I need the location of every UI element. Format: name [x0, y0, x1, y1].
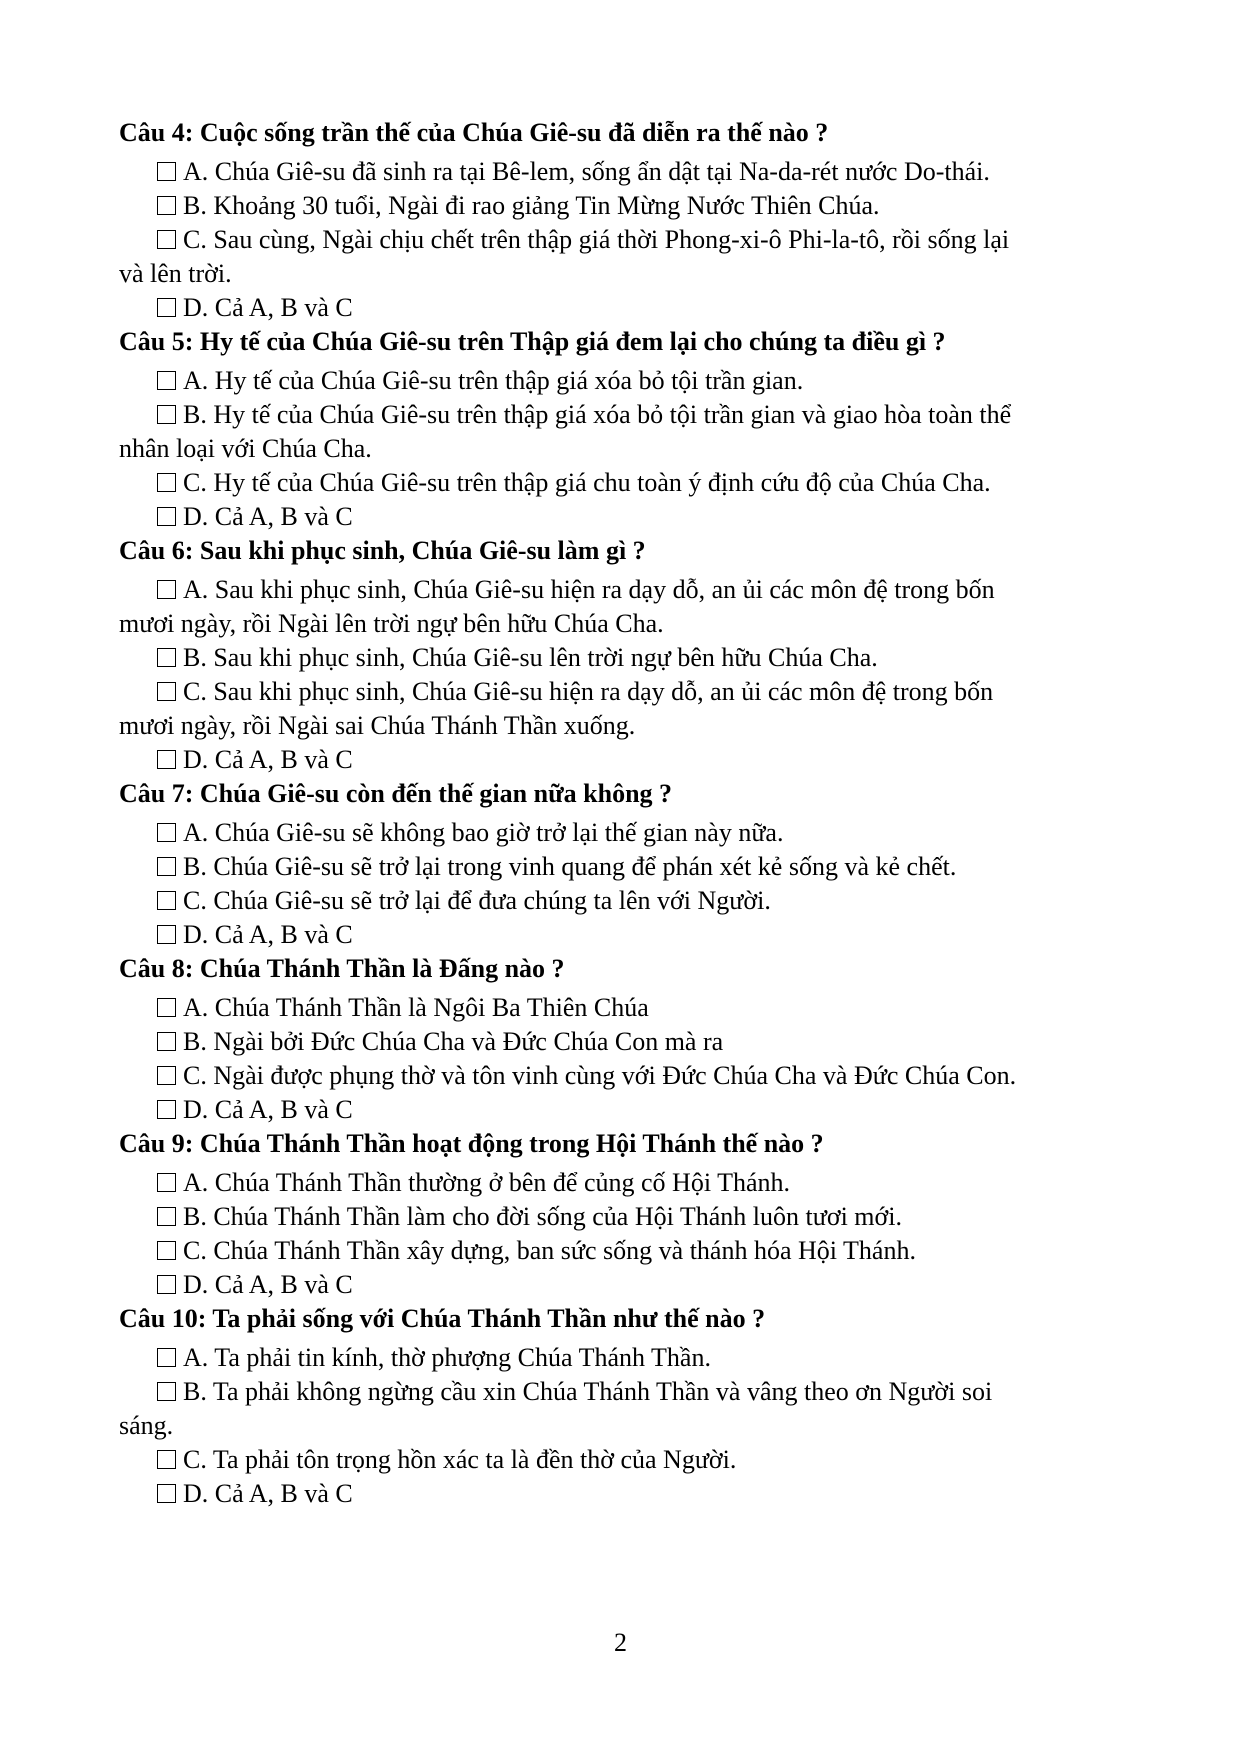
- checkbox-icon[interactable]: [157, 1207, 176, 1226]
- answer-option-line: [157, 918, 1129, 952]
- checkbox-icon[interactable]: [157, 1066, 176, 1085]
- question-block: [119, 534, 1129, 777]
- checkbox-icon[interactable]: [157, 580, 176, 599]
- answer-options: [119, 573, 1129, 777]
- answer-option-line: [157, 1093, 1129, 1127]
- answer-option[interactable]: [119, 291, 1129, 325]
- answer-option-line: [157, 850, 1129, 884]
- answer-text: C. Sau cùng, Ngài chịu chết trên thập giá thời Phong-xi-ô Phi-la-tô, rồi sống lại: [183, 225, 1010, 254]
- answer-text: D. Cả A, B và C: [183, 1095, 353, 1124]
- question-title: Câu 7: Chúa Giê-su còn đến thế gian nữa không ?: [119, 779, 673, 808]
- answer-option-line: [157, 189, 1129, 223]
- answer-text: C. Chúa Thánh Thần xây dựng, ban sức sống và thánh hóa Hội Thánh.: [183, 1236, 916, 1265]
- answer-option-line: [157, 398, 1129, 432]
- answer-text-continuation: nhân loại với Chúa Cha.: [119, 434, 372, 463]
- answer-option[interactable]: [119, 1166, 1129, 1200]
- checkbox-icon[interactable]: [157, 1241, 176, 1260]
- answer-option[interactable]: [119, 743, 1129, 777]
- answer-option-line: [157, 1443, 1129, 1477]
- answer-option-line: [157, 1059, 1129, 1093]
- answer-option-line: [157, 573, 1129, 607]
- answer-option[interactable]: [119, 364, 1129, 398]
- checkbox-icon[interactable]: [157, 1173, 176, 1192]
- question-block: [119, 952, 1129, 1127]
- answer-options: [119, 816, 1129, 952]
- answer-text: B. Hy tế của Chúa Giê-su trên thập giá xóa bỏ tội trần gian và giao hòa toàn thể: [183, 400, 1012, 429]
- answer-text: A. Chúa Giê-su sẽ không bao giờ trở lại thế gian này nữa.: [183, 818, 784, 847]
- answer-text: A. Chúa Thánh Thần là Ngôi Ba Thiên Chúa: [183, 993, 649, 1022]
- answer-option[interactable]: [119, 850, 1129, 884]
- checkbox-icon[interactable]: [157, 230, 176, 249]
- question-block: [119, 325, 1129, 534]
- question-title: Câu 10: Ta phải sống với Chúa Thánh Thần như thế nào ?: [119, 1304, 766, 1333]
- answer-option-line: [157, 675, 1129, 709]
- answer-option-line: [157, 155, 1129, 189]
- answer-option-line: [157, 743, 1129, 777]
- question-block: [119, 777, 1129, 952]
- question-title: Câu 6: Sau khi phục sinh, Chúa Giê-su làm gì ?: [119, 536, 646, 565]
- answer-text-continuation: mươi ngày, rồi Ngài lên trời ngự bên hữu Chúa Cha.: [119, 609, 664, 638]
- question-title: Câu 4: Cuộc sống trần thế của Chúa Giê-su đã diễn ra thế nào ?: [119, 118, 829, 147]
- answer-options: [119, 364, 1129, 534]
- checkbox-icon[interactable]: [157, 507, 176, 526]
- answer-option-line: [157, 1375, 1129, 1409]
- answer-option-line: [157, 1477, 1129, 1511]
- checkbox-icon[interactable]: [157, 405, 176, 424]
- answer-text: C. Chúa Giê-su sẽ trở lại để đưa chúng ta lên với Người.: [183, 886, 771, 915]
- answer-text: D. Cả A, B và C: [183, 502, 353, 531]
- answer-option[interactable]: [119, 1443, 1129, 1477]
- answer-option[interactable]: [119, 500, 1129, 534]
- answer-option[interactable]: [119, 573, 1129, 641]
- answer-options: [119, 1341, 1129, 1511]
- answer-text: A. Sau khi phục sinh, Chúa Giê-su hiện ra dạy dỗ, an ủi các môn đệ trong bốn: [183, 575, 995, 604]
- checkbox-icon[interactable]: [157, 298, 176, 317]
- answer-option[interactable]: [119, 1268, 1129, 1302]
- answer-text: C. Ngài được phụng thờ và tôn vinh cùng với Đức Chúa Cha và Đức Chúa Con.: [183, 1061, 1017, 1090]
- answer-text: D. Cả A, B và C: [183, 1479, 353, 1508]
- answer-text: A. Chúa Giê-su đã sinh ra tại Bê-lem, sống ẩn dật tại Na-da-rét nước Do-thái.: [183, 157, 990, 186]
- answer-option[interactable]: [119, 675, 1129, 743]
- answer-option[interactable]: [119, 1200, 1129, 1234]
- answer-option-line: [157, 1234, 1129, 1268]
- answer-text: C. Sau khi phục sinh, Chúa Giê-su hiện ra dạy dỗ, an ủi các môn đệ trong bốn: [183, 677, 994, 706]
- answer-option[interactable]: [119, 1375, 1129, 1443]
- checkbox-icon[interactable]: [157, 1450, 176, 1469]
- answer-option[interactable]: [119, 398, 1129, 466]
- question-title: Câu 9: Chúa Thánh Thần hoạt động trong Hội Thánh thế nào ?: [119, 1129, 824, 1158]
- answer-text: D. Cả A, B và C: [183, 293, 353, 322]
- answer-text: D. Cả A, B và C: [183, 1270, 353, 1299]
- checkbox-icon[interactable]: [157, 998, 176, 1017]
- answer-option-line: [157, 1200, 1129, 1234]
- answer-option-line: [157, 641, 1129, 675]
- answer-option-line: [157, 500, 1129, 534]
- checkbox-icon[interactable]: [157, 682, 176, 701]
- checkbox-icon[interactable]: [157, 823, 176, 842]
- answer-option[interactable]: [119, 918, 1129, 952]
- answer-option[interactable]: [119, 466, 1129, 500]
- answer-option-line: [157, 1268, 1129, 1302]
- answer-option[interactable]: [119, 816, 1129, 850]
- answer-option[interactable]: [119, 1059, 1129, 1093]
- checkbox-icon[interactable]: [157, 371, 176, 390]
- answer-option[interactable]: [119, 1093, 1129, 1127]
- answer-text: D. Cả A, B và C: [183, 745, 353, 774]
- checkbox-icon[interactable]: [157, 1275, 176, 1294]
- checkbox-icon[interactable]: [157, 925, 176, 944]
- answer-option-line: [157, 991, 1129, 1025]
- answer-text: A. Hy tế của Chúa Giê-su trên thập giá xóa bỏ tội trần gian.: [183, 366, 804, 395]
- answer-text: A. Ta phải tin kính, thờ phượng Chúa Thánh Thần.: [183, 1343, 711, 1372]
- answer-option-line: [157, 1025, 1129, 1059]
- answer-option-line: [157, 364, 1129, 398]
- checkbox-icon[interactable]: [157, 1484, 176, 1503]
- checkbox-icon[interactable]: [157, 1032, 176, 1051]
- question-block: [119, 116, 1129, 325]
- answer-text: A. Chúa Thánh Thần thường ở bên để củng cố Hội Thánh.: [183, 1168, 790, 1197]
- answer-option[interactable]: [119, 189, 1129, 223]
- answer-option-line: [157, 884, 1129, 918]
- answer-text: B. Khoảng 30 tuổi, Ngài đi rao giảng Tin Mừng Nước Thiên Chúa.: [183, 191, 880, 220]
- answer-option[interactable]: [119, 223, 1129, 291]
- answer-option[interactable]: [119, 1025, 1129, 1059]
- checkbox-icon[interactable]: [157, 473, 176, 492]
- answer-option[interactable]: [119, 991, 1129, 1025]
- answer-text: B. Chúa Thánh Thần làm cho đời sống của Hội Thánh luôn tươi mới.: [183, 1202, 902, 1231]
- checkbox-icon[interactable]: [157, 1382, 176, 1401]
- checkbox-icon[interactable]: [157, 891, 176, 910]
- answer-text: C. Hy tế của Chúa Giê-su trên thập giá chu toàn ý định cứu độ của Chúa Cha.: [183, 468, 991, 497]
- answer-option[interactable]: [119, 1234, 1129, 1268]
- answer-options: [119, 155, 1129, 325]
- answer-text: C. Ta phải tôn trọng hồn xác ta là đền thờ của Người.: [183, 1445, 737, 1474]
- answer-text: B. Chúa Giê-su sẽ trở lại trong vinh quang để phán xét kẻ sống và kẻ chết.: [183, 852, 957, 881]
- answer-options: [119, 1166, 1129, 1302]
- answer-option[interactable]: [119, 1477, 1129, 1511]
- checkbox-icon[interactable]: [157, 1100, 176, 1119]
- answer-option[interactable]: [119, 155, 1129, 189]
- answer-text-continuation: mươi ngày, rồi Ngài sai Chúa Thánh Thần xuống.: [119, 711, 636, 740]
- answer-options: [119, 991, 1129, 1127]
- answer-text-continuation: sáng.: [119, 1411, 174, 1440]
- checkbox-icon[interactable]: [157, 162, 176, 181]
- answer-option-line: [157, 223, 1129, 257]
- checkbox-icon[interactable]: [157, 1348, 176, 1367]
- checkbox-icon[interactable]: [157, 750, 176, 769]
- checkbox-icon[interactable]: [157, 196, 176, 215]
- checkbox-icon[interactable]: [157, 857, 176, 876]
- answer-option-line: [157, 466, 1129, 500]
- question-list: [119, 116, 1129, 1511]
- question-block: [119, 1127, 1129, 1302]
- answer-text: D. Cả A, B và C: [183, 920, 353, 949]
- question-title: Câu 5: Hy tế của Chúa Giê-su trên Thập giá đem lại cho chúng ta điều gì ?: [119, 327, 946, 356]
- answer-option-line: [157, 291, 1129, 325]
- answer-option-line: [157, 816, 1129, 850]
- question-block: [119, 1302, 1129, 1511]
- answer-text: B. Ta phải không ngừng cầu xin Chúa Thánh Thần và vâng theo ơn Người soi: [183, 1377, 993, 1406]
- answer-option[interactable]: [119, 884, 1129, 918]
- question-title: Câu 8: Chúa Thánh Thần là Đấng nào ?: [119, 954, 565, 983]
- checkbox-icon[interactable]: [157, 648, 176, 667]
- answer-text: B. Ngài bởi Đức Chúa Cha và Đức Chúa Con mà ra: [183, 1027, 724, 1056]
- answer-option[interactable]: [119, 641, 1129, 675]
- answer-text-continuation: và lên trời.: [119, 259, 232, 288]
- answer-text: B. Sau khi phục sinh, Chúa Giê-su lên trời ngự bên hữu Chúa Cha.: [183, 643, 878, 672]
- page-number: 2: [614, 1628, 627, 1657]
- answer-option-line: [157, 1341, 1129, 1375]
- answer-option[interactable]: [119, 1341, 1129, 1375]
- answer-option-line: [157, 1166, 1129, 1200]
